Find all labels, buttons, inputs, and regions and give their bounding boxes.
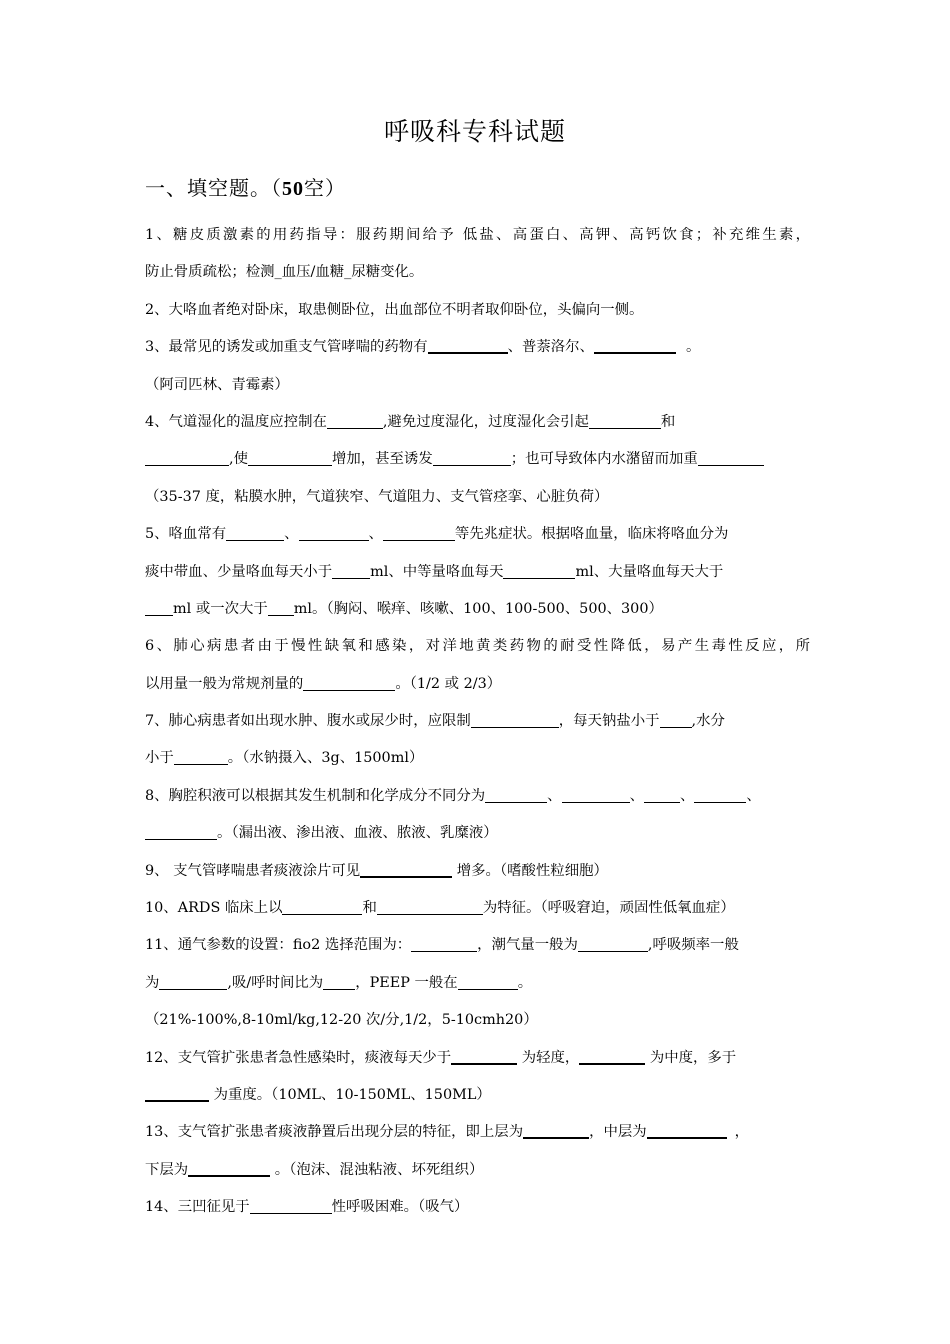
q13-blank-2[interactable]	[647, 1121, 727, 1139]
q5-text-a: 5、咯血常有	[145, 526, 227, 543]
q14-line1	[145, 1193, 810, 1230]
q4-answer: （35-37 度，粘膜水肿，气道狭窄、气道阻力、支气管痉挛、心脏负荷）	[145, 488, 609, 505]
q8-blank-4[interactable]	[694, 786, 746, 803]
q1-line2: 防止骨质疏松；检测_血压/血糖_尿糖变化。	[145, 264, 424, 281]
q7-line2	[145, 744, 810, 781]
q11-line2	[145, 969, 810, 1006]
q12-text-a: 12、支气管扩张患者急性感染时，痰液每天少于	[145, 1049, 452, 1066]
q8-blank-2[interactable]	[562, 786, 630, 803]
q6-text-a: 以用量一般为常规剂量的	[145, 675, 304, 692]
q7-text-e: 。（水钠摄入、3g、1500ml）	[227, 750, 424, 767]
q11-text-f: ，PEEP 一般在	[355, 974, 458, 991]
q7-text-b: ，每天钠盐小于	[558, 713, 660, 730]
q13-text-e: 。（泡沫、混浊粘液、坏死组织）	[270, 1161, 484, 1178]
q9-text-a: 9、 支气管哮喘患者痰液涂片可见	[145, 862, 361, 879]
q13-line2	[145, 1156, 810, 1193]
q10-blank-1[interactable]	[282, 898, 362, 915]
q7-text-c: ,水分	[691, 713, 725, 730]
q14-blank-1[interactable]	[250, 1197, 332, 1214]
q6-line1: 6、肺心病患者由于慢性缺氧和感染，对洋地黄类药物的耐受性降低，易产生毒性反应，所	[145, 638, 810, 655]
q7-text-a: 7、肺心病患者如出现水肿、腹水或尿少时，应限制	[145, 713, 471, 730]
q4-text-d: ,使	[229, 451, 248, 468]
q13-line1	[145, 1118, 810, 1155]
q11-blank-3[interactable]	[159, 973, 227, 990]
q9-line1	[145, 857, 810, 894]
q7-blank-3[interactable]	[174, 748, 228, 765]
q4-blank-6[interactable]	[698, 449, 764, 466]
q7-blank-2[interactable]	[660, 711, 692, 728]
q4-text-a: 4、气道湿化的温度应控制在	[145, 413, 327, 430]
q8-line2	[145, 819, 810, 856]
q8-blank-5[interactable]	[145, 823, 217, 840]
q4-blank-5[interactable]	[433, 449, 511, 466]
q11-line1	[145, 931, 810, 968]
q8-line1	[145, 782, 810, 819]
q4-line1	[145, 408, 810, 445]
q12-blank-2[interactable]	[579, 1047, 645, 1065]
q8-blank-1[interactable]	[485, 786, 547, 803]
q9-text-b: 增多。（嗜酸性粒细胞）	[452, 862, 608, 879]
q5-blank-2[interactable]	[299, 524, 369, 541]
q5-line3	[145, 595, 810, 632]
q8-text-a: 8、胸腔积液可以根据其发生机制和化学成分不同分为	[145, 787, 486, 804]
q3-text-a: 3、最常见的诱发或加重支气管哮喘的药物有	[145, 339, 428, 356]
q5-line2	[145, 558, 810, 595]
q11-text-e: ,吸/呼时间比为	[227, 974, 324, 991]
q11-text-b: ，潮气量一般为	[477, 937, 578, 954]
q5-text-e: ml、大量咯血每天大于	[575, 563, 724, 580]
q3-blank-2[interactable]	[594, 336, 676, 354]
q11-text-a: 11、通气参数的设置：fio2 选择范围为：	[145, 937, 412, 954]
q12-text-d: 为重度。（10ML、10-150ML、150ML）	[209, 1086, 491, 1103]
q10-text-b: 和	[362, 900, 377, 917]
q10-blank-2[interactable]	[377, 898, 483, 915]
q13-text-c: ，	[734, 1124, 750, 1141]
question-list	[145, 221, 810, 1231]
q11-blank-1[interactable]	[411, 935, 477, 952]
q11-blank-4[interactable]	[323, 973, 355, 990]
q10-text-a: 10、ARDS 临床上以	[145, 900, 283, 917]
q13-blank-3[interactable]	[188, 1159, 270, 1177]
q3-blank-1[interactable]	[428, 336, 508, 354]
section-prefix: 一、填空题。（	[145, 176, 282, 200]
q5-text-c: 痰中带血、少量咯血每天小于	[145, 563, 333, 580]
q5-blank-5[interactable]	[503, 562, 575, 579]
q12-text-b: 为轻度，	[517, 1049, 580, 1066]
q4-blank-4[interactable]	[248, 449, 332, 466]
q11-text-d: 为	[145, 974, 160, 991]
q8-sep-3: 、	[679, 787, 695, 804]
q12-line2	[145, 1081, 810, 1118]
q14-text-a: 14、三凹征见于	[145, 1199, 250, 1216]
q3-text-b: 、普萘洛尔、	[507, 339, 594, 356]
q8-text-b: 。（漏出液、渗出液、血液、脓液、乳糜液）	[217, 825, 498, 842]
q4-blank-2[interactable]	[589, 412, 661, 429]
q3-line1	[145, 333, 810, 370]
q10-text-c: 为特征。（呼吸窘迫，顽固性低氧血症）	[482, 900, 735, 917]
q3-answer: （阿司匹林、青霉素）	[145, 376, 289, 393]
q11-blank-5[interactable]	[458, 973, 518, 990]
q4-text-e: 增加，甚至诱发	[331, 451, 433, 468]
q2-line1: 2、大咯血者绝对卧床，取患侧卧位，出血部位不明者取仰卧位，头偏向一侧。	[145, 301, 644, 318]
q11-text-g: 。	[517, 974, 533, 991]
document-title: 呼吸科专科试题	[383, 117, 566, 146]
section-count: 50	[282, 178, 304, 200]
q4-text-b: ,避免过度湿化，过度湿化会引起	[382, 413, 589, 430]
q5-line1	[145, 520, 810, 557]
q4-blank-3[interactable]	[145, 449, 229, 466]
q12-line1	[145, 1044, 810, 1081]
q5-text-b: 等先兆症状。根据咯血量，临床将咯血分为	[454, 526, 729, 543]
q6-line2	[145, 670, 810, 707]
q5-text-d: ml、中等量咯血每天	[370, 563, 504, 580]
q5-sep-2: 、	[368, 526, 383, 543]
q6-text-b: 。（1/2 或 2/3）	[395, 675, 502, 692]
q5-text-g: ml。（胸闷、喉痒、咳嗽、100、100-500、500、300）	[293, 600, 663, 617]
q7-blank-1[interactable]	[471, 711, 559, 728]
q13-text-d: 下层为	[145, 1161, 189, 1178]
q11-answer: （21%-100%,8-10ml/kg,12-20 次/分,1/2，5-10cmh20）	[145, 1012, 538, 1029]
q13-blank-1[interactable]	[523, 1121, 589, 1139]
section-heading	[145, 172, 346, 201]
q8-sep-2: 、	[629, 787, 644, 804]
q12-blank-1[interactable]	[451, 1047, 517, 1065]
q1-line1: 1、糖皮质激素的用药指导：服药期间给予 低盐、高蛋白、高钾、高钙饮食；补充维生素，	[145, 227, 810, 243]
q14-text-b: 性呼吸困难。（吸气）	[331, 1199, 469, 1216]
q12-blank-3[interactable]	[145, 1084, 209, 1102]
q8-blank-3[interactable]	[644, 786, 680, 803]
q7-line1	[145, 707, 810, 744]
q10-line1	[145, 894, 810, 931]
q4-text-f: ；也可导致体内水潴留而加重	[510, 451, 698, 468]
q5-sep-1: 、	[284, 526, 299, 543]
q5-blank-7[interactable]	[268, 599, 294, 616]
q5-text-f: ml 或一次大于	[173, 600, 268, 617]
q9-blank-1[interactable]	[360, 860, 452, 878]
q5-blank-4[interactable]	[332, 562, 370, 579]
q4-line2	[145, 445, 810, 482]
section-suffix: 空）	[304, 176, 346, 200]
q5-blank-6[interactable]	[145, 599, 173, 616]
q5-blank-3[interactable]	[383, 524, 455, 541]
q3-text-c: 。	[685, 339, 701, 356]
q8-sep-4: 、	[746, 787, 761, 804]
q5-blank-1[interactable]	[226, 524, 284, 541]
q11-text-c: ,呼吸频率一般	[647, 937, 739, 954]
q11-blank-2[interactable]	[578, 935, 648, 952]
q4-text-c: 和	[660, 413, 676, 430]
q13-text-b: ，中层为	[589, 1124, 647, 1141]
q7-text-d: 小于	[145, 750, 174, 767]
q12-text-c: 为中度，多于	[645, 1049, 737, 1066]
q8-sep-1: 、	[547, 787, 562, 804]
q13-text-a: 13、支气管扩张患者痰液静置后出现分层的特征，即上层为	[145, 1124, 524, 1141]
q4-blank-1[interactable]	[327, 412, 383, 429]
q6-blank-1[interactable]	[303, 674, 395, 691]
